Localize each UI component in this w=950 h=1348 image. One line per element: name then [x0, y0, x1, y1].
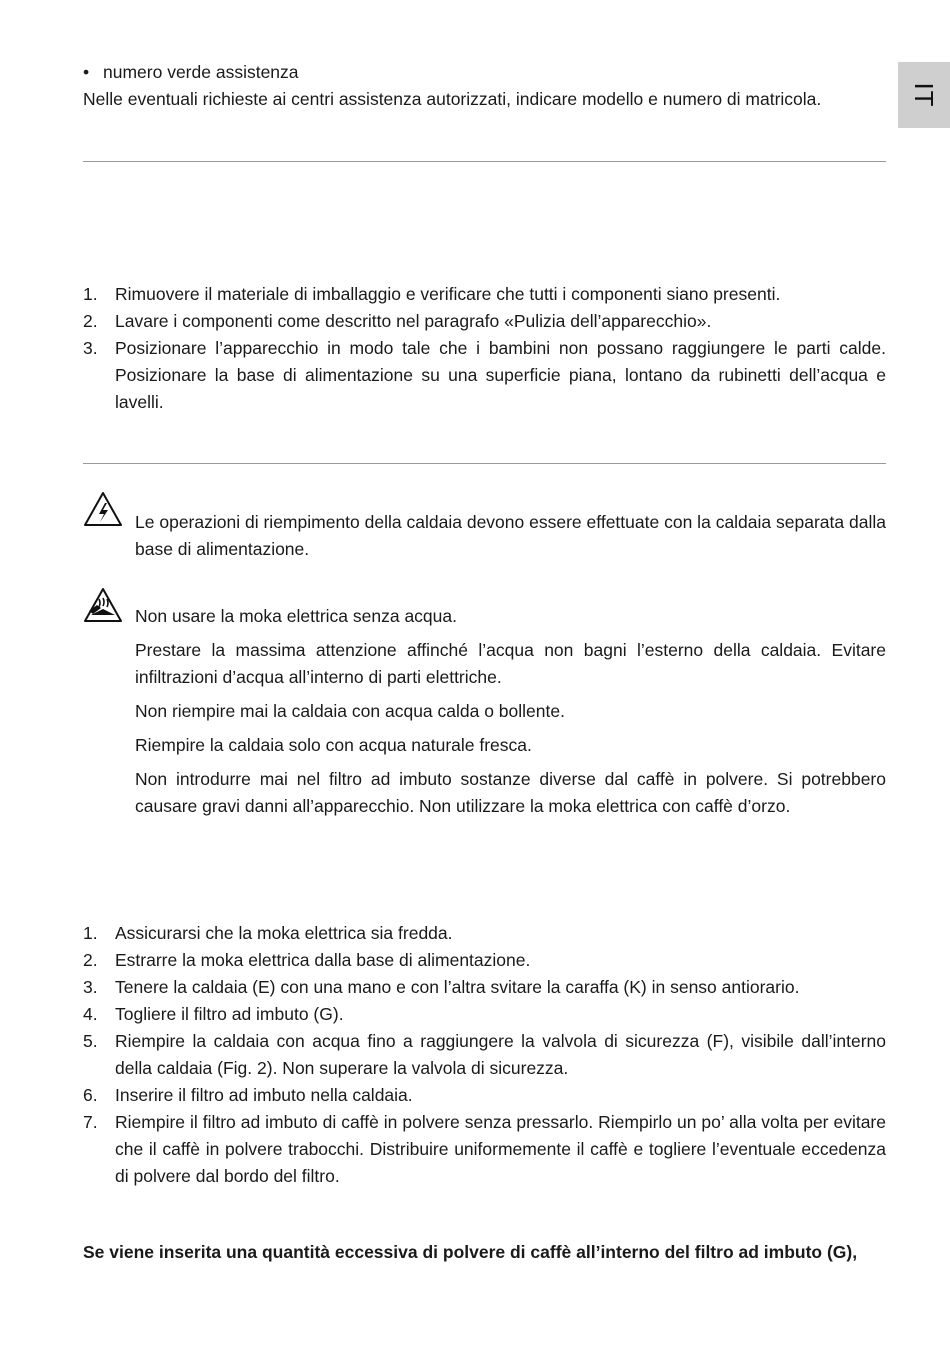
divider	[83, 161, 886, 162]
step-number: 2.	[83, 950, 98, 970]
filling-steps	[83, 920, 886, 1190]
warning-text: Non introdurre mai nel filtro ad imbuto sostanze diverse dal caffè in polvere. Si potrebbero causare gravi danni all’apparecchio. Non utilizzare la moka elettrica con caffè d’orzo.	[135, 769, 886, 816]
language-tab	[898, 62, 950, 128]
electric-warning	[83, 509, 886, 563]
step-text: Riempire la caldaia con acqua fino a raggiungere la valvola di sicurezza (F), visibile dall’interno della caldaia (Fig. 2). Non superare la valvola di sicurezza.	[115, 1031, 886, 1078]
list-item	[83, 1109, 886, 1190]
assistance-note: Nelle eventuali richieste ai centri assistenza autorizzati, indicare modello e numero di matricola.	[83, 89, 822, 109]
setup-steps	[83, 281, 886, 416]
step-number: 3.	[83, 338, 98, 358]
step-text: Tenere la caldaia (E) con una mano e con l’altra svitare la caraffa (K) in senso antiorario.	[115, 977, 800, 997]
electric-hazard-icon	[83, 491, 123, 527]
bullet-text: numero verde assistenza	[103, 62, 299, 82]
language-tab-label: IT	[909, 82, 939, 108]
hot-surface-warning	[83, 603, 886, 820]
step-number: 4.	[83, 1004, 98, 1024]
list-item	[83, 308, 886, 335]
hot-surface-hazard-icon	[83, 587, 123, 623]
step-text: Riempire il filtro ad imbuto di caffè in polvere senza pressarlo. Riempirlo un po’ alla volta per evitare che il caffè in polvere trabocchi. Distribuire uniformemente il caffè e togliere l’eventuale eccedenza di polvere dal bordo del filtro.	[115, 1112, 886, 1186]
list-item	[83, 1028, 886, 1082]
list-item	[83, 920, 886, 947]
warning-text: Le operazioni di riempimento della caldaia devono essere effettuate con la caldaia separata dalla base di alimentazione.	[135, 512, 886, 559]
list-item	[83, 1082, 886, 1109]
warning-text: Riempire la caldaia solo con acqua naturale fresca.	[135, 735, 532, 755]
step-text: Assicurarsi che la moka elettrica sia fredda.	[115, 923, 453, 943]
list-item	[83, 1001, 886, 1028]
step-number: 7.	[83, 1112, 98, 1132]
warning-text: Non riempire mai la caldaia con acqua calda o bollente.	[135, 701, 565, 721]
step-text: Inserire il filtro ad imbuto nella caldaia.	[115, 1085, 413, 1105]
bold-note: Se viene inserita una quantità eccessiva di polvere di caffè all’interno del filtro ad imbuto (G),	[83, 1242, 858, 1262]
step-text: Rimuovere il materiale di imballaggio e verificare che tutti i componenti siano presenti.	[115, 284, 781, 304]
warning-text: Non usare la moka elettrica senza acqua.	[135, 606, 457, 626]
bullet-item	[83, 59, 886, 86]
step-number: 1.	[83, 284, 98, 304]
step-number: 6.	[83, 1085, 98, 1105]
step-text: Estrarre la moka elettrica dalla base di alimentazione.	[115, 950, 531, 970]
step-number: 2.	[83, 311, 98, 331]
step-number: 5.	[83, 1031, 98, 1051]
divider	[83, 463, 886, 464]
intro-section	[83, 59, 886, 113]
list-item	[83, 281, 886, 308]
step-text: Togliere il filtro ad imbuto (G).	[115, 1004, 344, 1024]
warning-text: Prestare la massima attenzione affinché l’acqua non bagni l’esterno della caldaia. Evitare infiltrazioni d’acqua all’interno di parti elettriche.	[135, 640, 886, 687]
list-item	[83, 947, 886, 974]
step-number: 3.	[83, 977, 98, 997]
list-item	[83, 335, 886, 416]
step-text: Lavare i componenti come descritto nel paragrafo «Pulizia dell’apparecchio».	[115, 311, 712, 331]
step-text: Posizionare l’apparecchio in modo tale che i bambini non possano raggiungere le parti calde. Posizionare la base di alimentazione su una superficie piana, lontano da rubinetti dell’acqua e lavelli.	[115, 338, 886, 412]
list-item	[83, 974, 886, 1001]
step-number: 1.	[83, 923, 98, 943]
bullet-icon: •	[83, 62, 90, 82]
